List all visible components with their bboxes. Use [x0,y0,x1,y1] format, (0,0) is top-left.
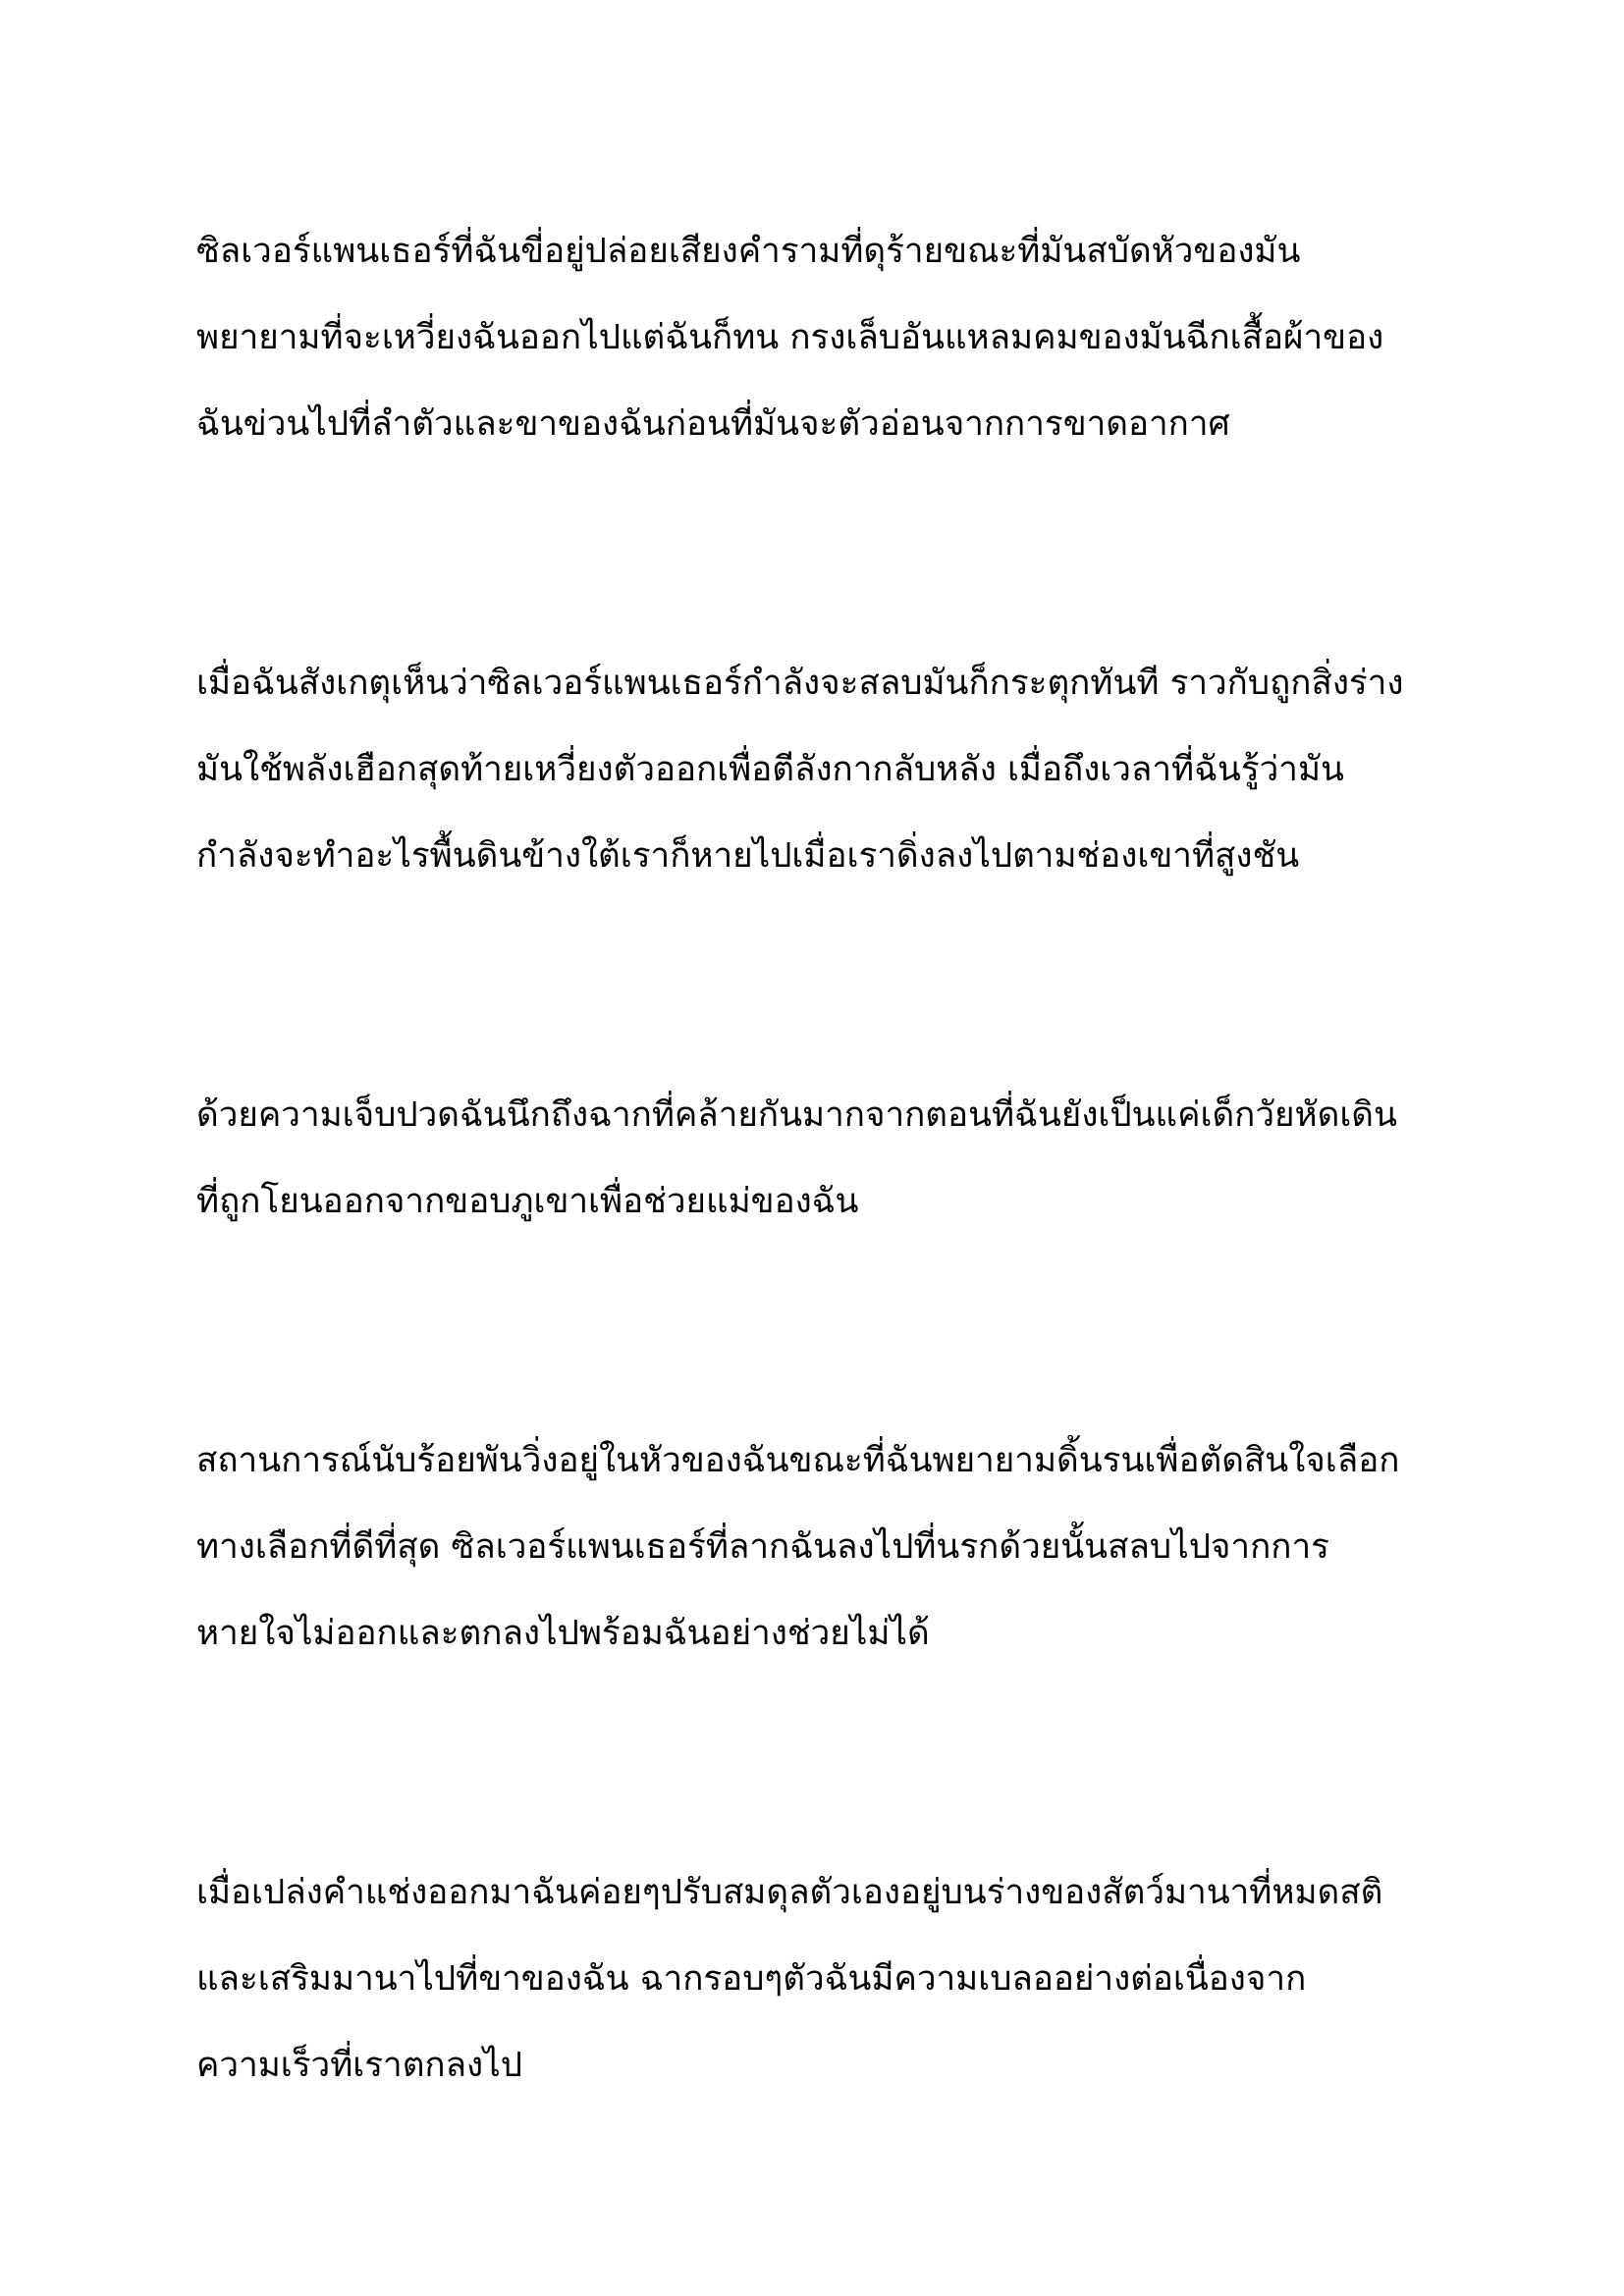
text-line: ด้วยความเจ็บปวดฉันนึกถึงฉากที่คล้ายกันมากจากตอนที่ฉันยังเป็นแค่เด็กวัยหัดเดิน [196,1095,1397,1135]
text-line: กำลังจะทำอะไรพื้นดินข้างใต้เราก็หายไปเมื่อเราดิ่งลงไปตามช่องเขาที่สูงชัน [196,836,1300,876]
text-line: ความเร็วที่เราตกลงไป [196,2046,522,2085]
text-line: เมื่อฉันสังเกตุเห็นว่าซิลเวอร์แพนเธอร์กำลังจะสลบมันก็กระตุกทันที ราวกับถูกสิ่งร่าง [196,664,1404,703]
text-line: ซิลเวอร์แพนเธอร์ที่ฉันขี่อยู่ปล่อยเสียงคำรามที่ดุร้ายขณะที่มันสบัดหัวของมัน [196,232,1301,271]
paragraph-1 [196,208,1443,467]
paragraph-4 [196,1417,1443,1677]
paragraph-3 [196,1072,1443,1245]
text-line: สถานการณ์นับร้อยพันวิ่งอยู่ในหัวของฉันขณะที่ฉันพยายามดิ้นรนเพื่อตัดสินใจเลือก [196,1441,1400,1480]
paragraph-2 [196,640,1443,899]
text-line: หายใจไม่ออกและตกลงไปพร้อมฉันอย่างช่วยไม่ได้ [196,1614,930,1653]
text-line: และเสริมมานาไปที่ขาของฉัน ฉากรอบๆตัวฉันมีความเบลออย่างต่อเนื่องจาก [196,1959,1307,1999]
text-line: มันใช้พลังเฮือกสุดท้ายเหวี่ยงตัวออกเพื่อตีลังกากลับหลัง เมื่อถึงเวลาที่ฉันรู้ว่ามัน [196,750,1344,789]
text-line: เมื่อเปล่งคำแช่งออกมาฉันค่อยๆปรับสมดุลตัวเองอยู่บนร่างของสัตว์มานาที่หมดสติ [196,1873,1383,1912]
text-line: พยายามที่จะเหวี่ยงฉันออกไปแต่ฉันก็ทน กรงเล็บอันแหลมคมของมันฉีกเสื้อผ้าของ [196,318,1384,357]
story-text [196,208,1443,2109]
text-line: ฉันข่วนไปที่ลำตัวและขาของฉันก่อนที่มันจะตัวอ่อนจากการขาดอากาศ [196,404,1230,444]
paragraph-5 [196,1849,1443,2109]
text-line: ที่ถูกโยนออกจากขอบภูเขาเพื่อช่วยแม่ของฉัน [196,1182,859,1221]
text-line: ทางเลือกที่ดีที่สุด ซิลเวอร์แพนเธอร์ที่ลากฉันลงไปที่นรกด้วยนั้นสลบไปจากการ [196,1527,1329,1567]
